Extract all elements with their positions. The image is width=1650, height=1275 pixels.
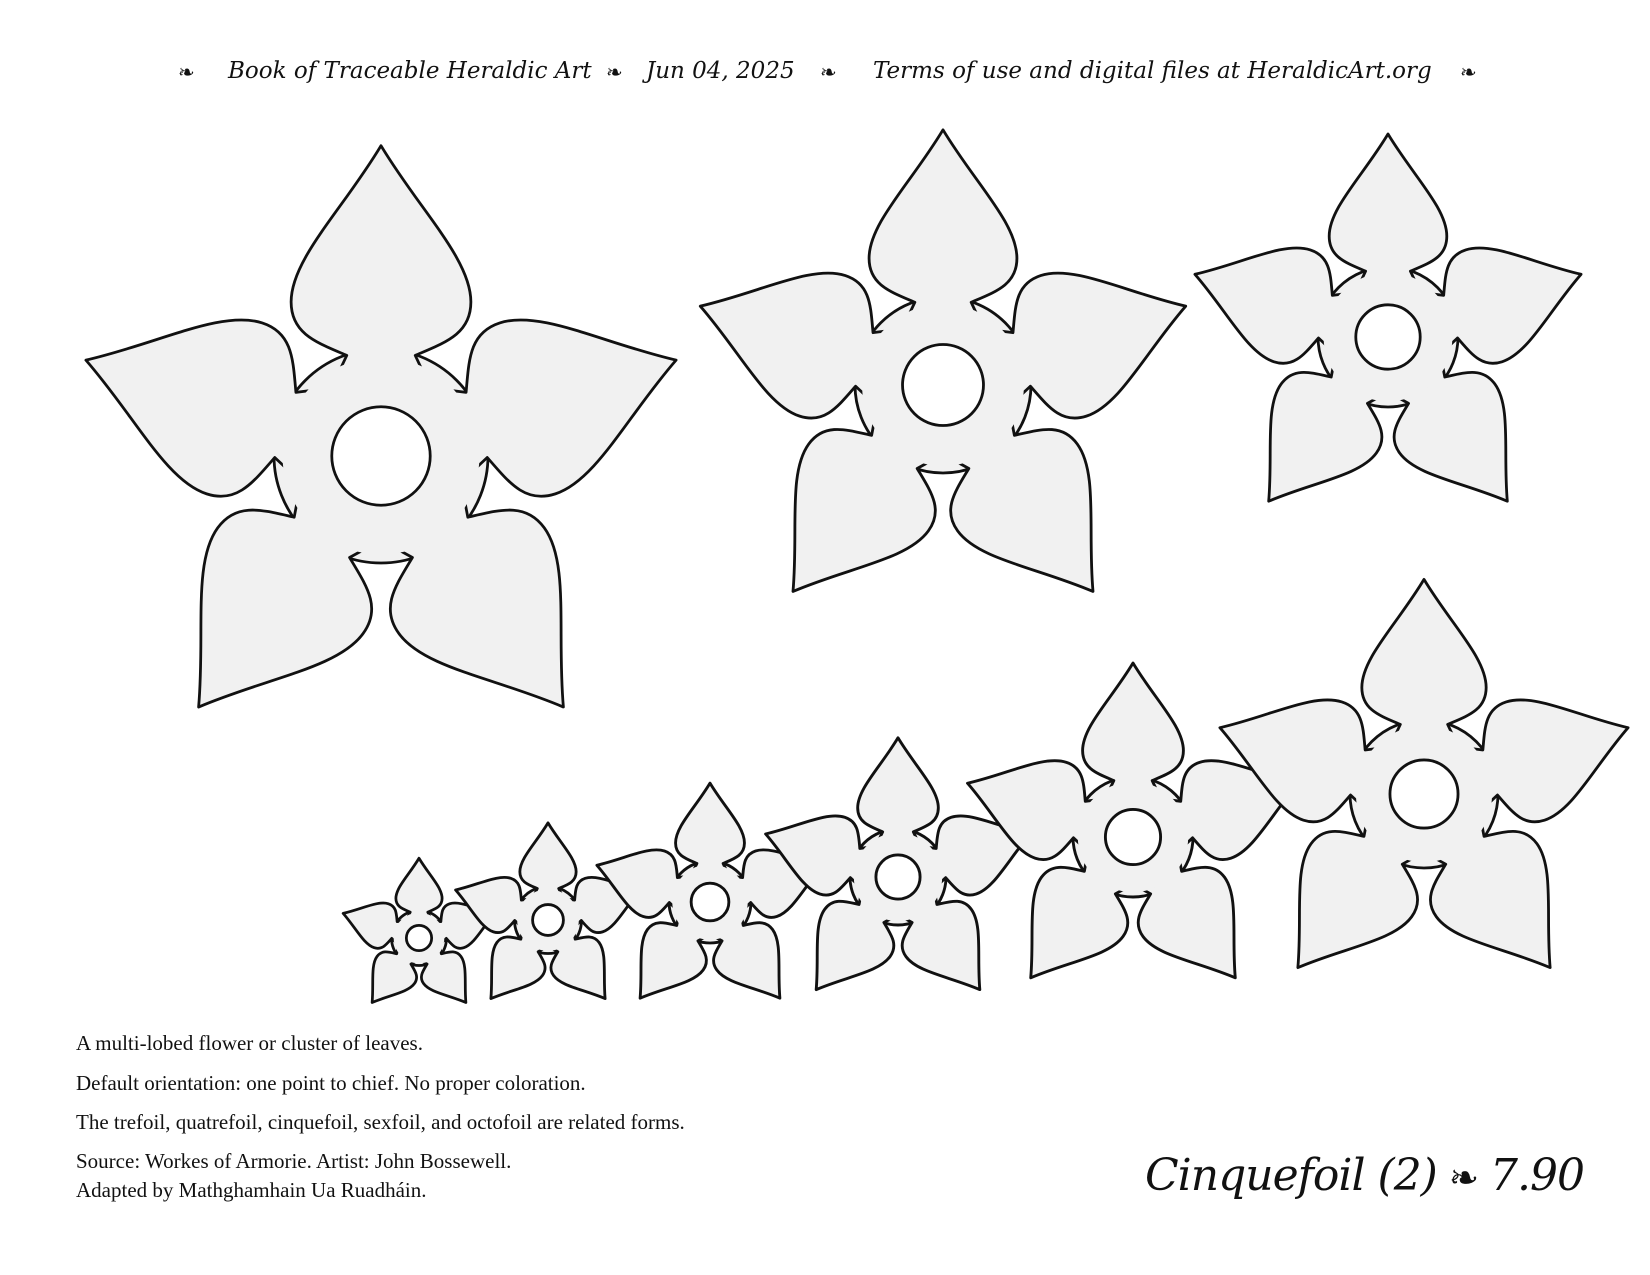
cinquefoil-size-5-icon: [952, 663, 1314, 1007]
cinquefoil-medium-icon: [677, 130, 1208, 635]
description-line-1: A multi-lobed flower or cluster of leaves.: [76, 1031, 423, 1055]
ornament-leaf-icon: ❧: [178, 60, 195, 84]
cinquefoil-size-6-icon: [1201, 579, 1648, 1004]
adapted-line: Adapted by Mathghamhain Ua Ruadháin.: [76, 1178, 427, 1202]
cinquefoil-large-icon: [58, 146, 704, 760]
plate-number: 7.90: [1490, 1150, 1584, 1201]
description-line-3: The trefoil, quatrefoil, cinquefoil, sexfoil, and octofoil are related forms.: [76, 1110, 685, 1134]
cinquefoil-top-right-icon: [1177, 134, 1599, 536]
header-date: Jun 04, 2025: [646, 58, 795, 84]
cinquefoil-size-3-icon: [586, 783, 833, 1018]
ornament-leaf-icon: ❧: [1460, 60, 1477, 84]
book-title: Book of Traceable Heraldic Art: [228, 58, 592, 84]
terms-link[interactable]: Terms of use and digital files at HeraldicArt.org: [873, 58, 1432, 84]
ornament-leaf-icon: ❧: [820, 60, 837, 84]
charge-name: Cinquefoil (2): [1145, 1150, 1437, 1201]
cinquefoil-size-1-icon: [336, 858, 502, 1016]
plate-title: [1133, 1150, 1584, 1210]
description-line-2: Default orientation: one point to chief. No proper coloration.: [76, 1071, 586, 1095]
ornament-leaf-icon: ❧: [606, 60, 623, 84]
source-line: Source: Workes of Armorie. Artist: John Bossewell.: [76, 1149, 512, 1173]
ornament-leaf-icon: ❧: [1448, 1158, 1479, 1199]
cinquefoil-size-2-icon: [447, 823, 649, 1015]
